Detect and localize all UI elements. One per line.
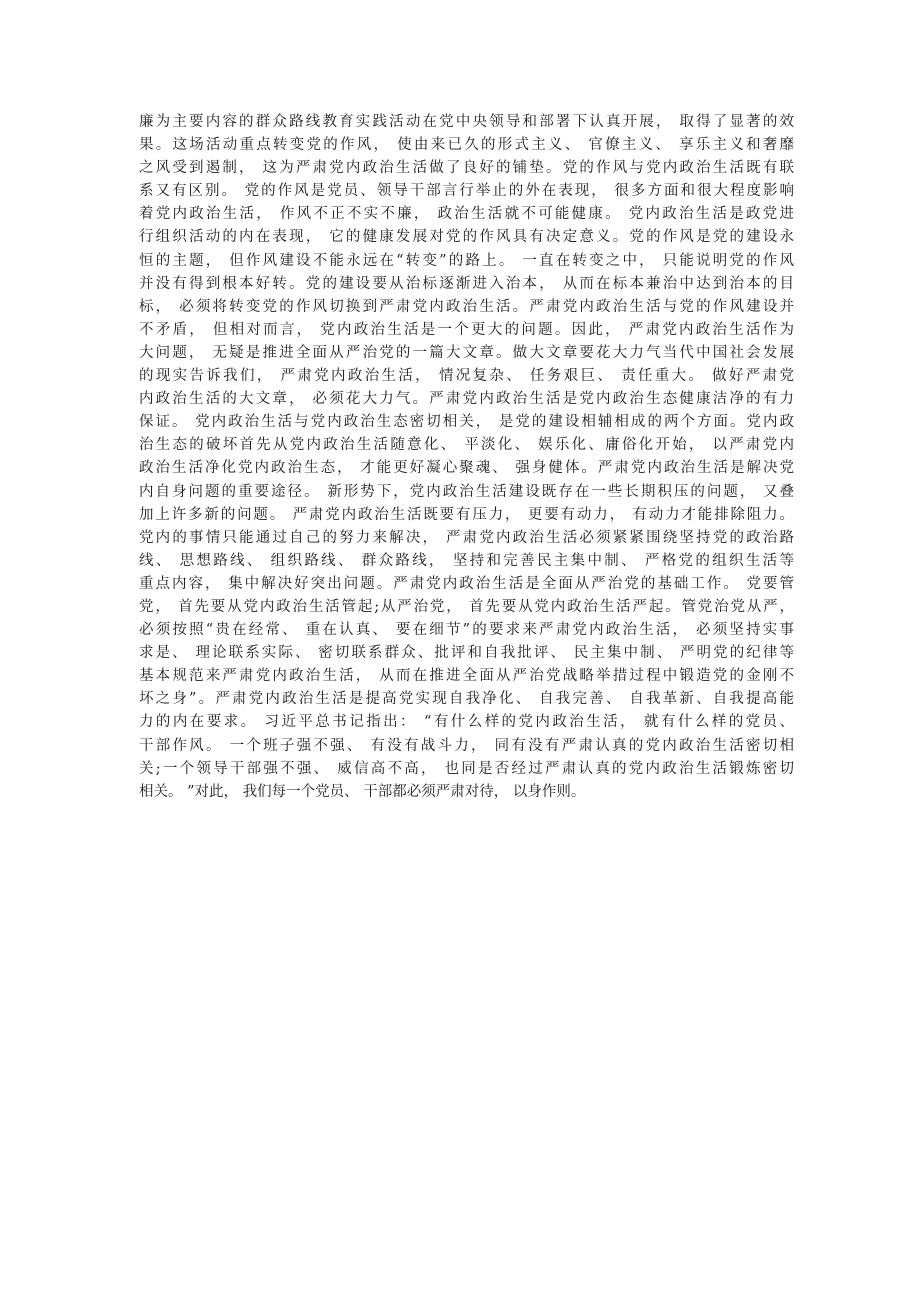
text-line: 坏之身”。严肃党内政治生活是提高党实现自我净化、 自我完善、 自我革新、自我提高能	[139, 691, 794, 708]
text-line: 党， 首先要从党内政治生活管起;从严治党， 首先要从党内政治生活严起。管党治党从严，	[139, 598, 794, 615]
text-line: 不矛盾， 但相对而言， 党内政治生活是一个更大的问题。因此， 严肃党内政治生活作为	[139, 321, 794, 338]
text-line: 相关。 ”对此， 我们每一个党员、 干部都必须严肃对待， 以身作则。	[139, 783, 586, 800]
text-line: 保证。 党内政治生活与党内政治生态密切相关， 是党的建设相辅相成的两个方面。党内政	[139, 414, 794, 431]
text-line: 基本规范来严肃党内政治生活， 从而在推进全面从严治党战略举措过程中锻造党的金刚不	[139, 668, 794, 685]
text-line: 政治生活净化党内政治生态， 才能更好凝心聚魂、 强身健体。严肃党内政治生活是解决党	[139, 460, 794, 477]
text-line: 的现实告诉我们， 严肃党内政治生活， 情况复杂、 任务艰巨、 责任重大。 做好严肃党	[139, 368, 794, 385]
text-line: 行组织活动的内在表现， 它的健康发展对党的作风具有决定意义。党的作风是党的建设永	[139, 229, 794, 246]
text-line: 之风受到遏制， 这为严肃党内政治生活做了良好的铺垫。党的作风与党内政治生活既有联	[139, 160, 794, 177]
text-line: 线、 思想路线、 组织路线、 群众路线， 坚持和完善民主集中制、 严格党的组织生活等	[139, 552, 794, 569]
text-line: 恒的主题， 但作风建设不能永远在“转变”的路上。 一直在转变之中， 只能说明党的作风	[139, 252, 794, 269]
text-line: 内政治生活的大文章， 必须花大力气。严肃党内政治生活是党内政治生态健康洁净的有力	[139, 391, 794, 408]
text-line: 党内的事情只能通过自己的努力来解决， 严肃党内政治生活必须紧紧围绕坚持党的政治路	[139, 529, 794, 546]
text-line: 重点内容， 集中解决好突出问题。严肃党内政治生活是全面从严治党的基础工作。 党要管	[139, 575, 794, 592]
text-line: 关;一个领导干部强不强、 威信高不高， 也同是否经过严肃认真的党内政治生活锻炼密切	[139, 760, 794, 777]
body-text	[139, 111, 794, 804]
text-line: 廉为主要内容的群众路线教育实践活动在党中央领导和部署下认真开展， 取得了显著的效	[139, 114, 794, 130]
text-line: 标， 必须将转变党的作风切换到严肃党内政治生活。严肃党内政治生活与党的作风建设并	[139, 298, 794, 315]
text-line: 大问题， 无疑是推进全面从严治党的一篇大文章。做大文章要花大力气当代中国社会发展	[139, 344, 794, 361]
text-line: 干部作风。 一个班子强不强、 有没有战斗力， 同有没有严肃认真的党内政治生活密切相	[139, 737, 794, 754]
text-line: 内自身问题的重要途径。 新形势下，党内政治生活建设既存在一些长期积压的问题， 又叠	[139, 483, 794, 500]
text-line: 着党内政治生活， 作风不正不实不廉， 政治生活就不可能健康。 党内政治生活是政党进	[139, 206, 794, 223]
text-line: 系又有区别。 党的作风是党员、领导干部言行举止的外在表现， 很多方面和很大程度影响	[139, 183, 794, 200]
text-line: 力的内在要求。 习近平总书记指出： “有什么样的党内政治生活， 就有什么样的党员、	[139, 714, 794, 731]
text-line: 治生态的破坏首先从党内政治生活随意化、 平淡化、 娱乐化、庸俗化开始， 以严肃党内	[139, 437, 794, 454]
text-line: 必须按照“贵在经常、 重在认真、 要在细节”的要求来严肃党内政治生活， 必须坚持实事	[139, 622, 794, 639]
text-line: 求是、 理论联系实际、 密切联系群众、批评和自我批评、 民主集中制、 严明党的纪律等	[139, 645, 794, 662]
text-line: 果。这场活动重点转变党的作风， 使由来已久的形式主义、 官僚主义、 享乐主义和奢靡	[139, 137, 794, 154]
text-line: 并没有得到根本好转。党的建设要从治标逐渐进入治本， 从而在标本兼治中达到治本的目	[139, 275, 794, 292]
text-line: 加上许多新的问题。 严肃党内政治生活既要有压力， 更要有动力， 有动力才能排除阻力。	[139, 506, 794, 523]
